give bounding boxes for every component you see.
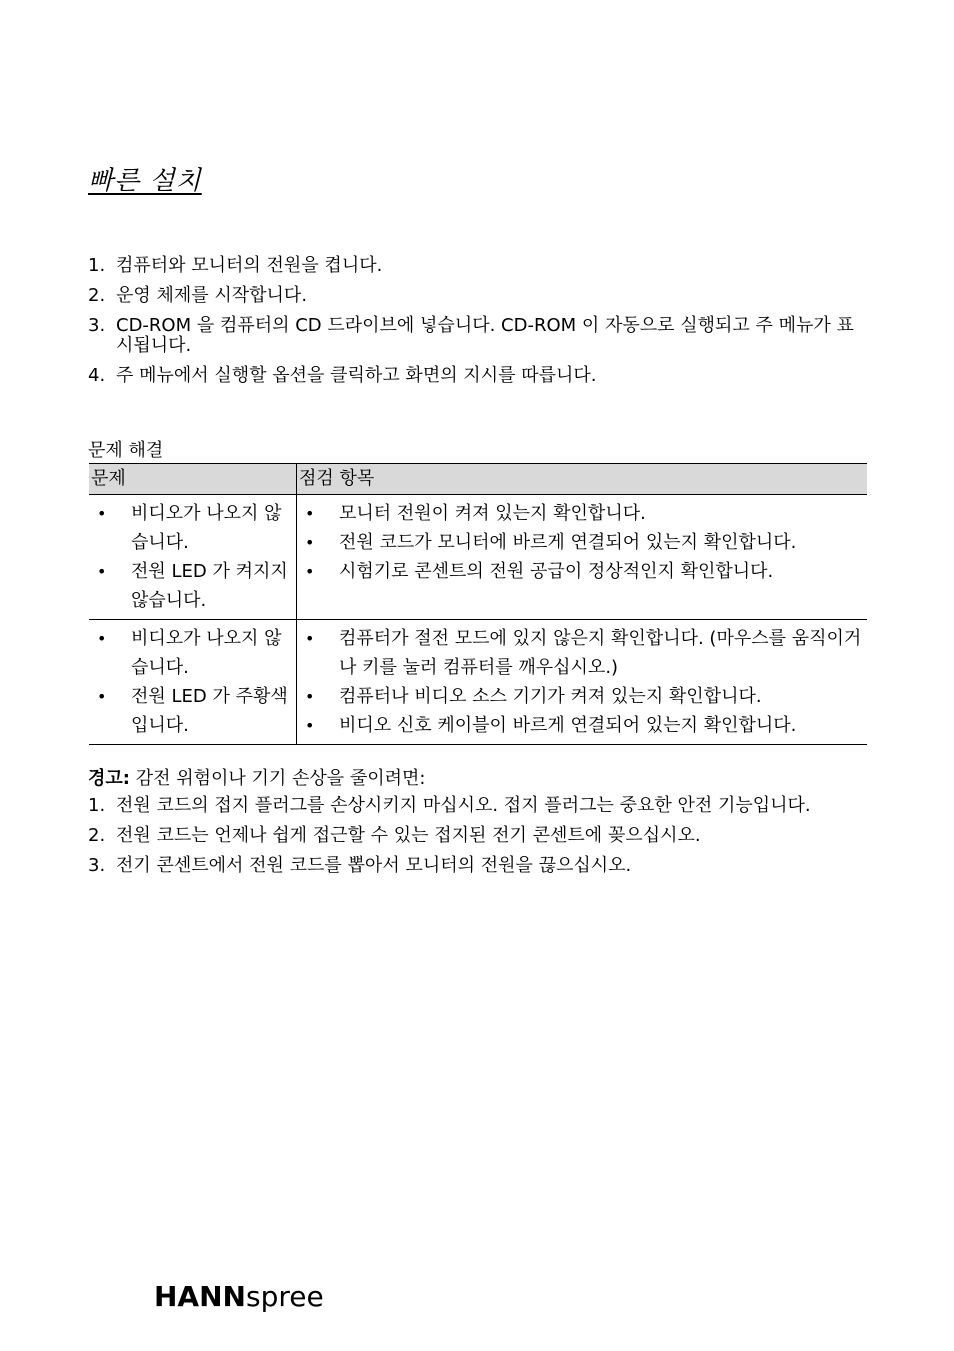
- warning-text: 전기 콘센트에서 전원 코드를 뽑아서 모니터의 전원을 끊으십시오.: [116, 855, 632, 876]
- column-header-problem: 문제: [89, 464, 297, 495]
- table-header-row: [89, 464, 867, 495]
- list-item: [88, 366, 868, 386]
- troubleshooting-heading: 문제 해결: [88, 440, 164, 461]
- list-item: [88, 826, 868, 846]
- list-item: • 비디오가 나오지 않습니다.: [89, 624, 296, 682]
- check-cell: [297, 495, 868, 620]
- list-item: • 비디오 신호 케이블이 바르게 연결되어 있는지 확인합니다.: [299, 711, 867, 740]
- hannspree-logo: [154, 1280, 324, 1313]
- table-row: [89, 495, 867, 620]
- step-text: 운영 체제를 시작합니다.: [116, 285, 308, 306]
- list-item: • 전원 LED 가 주황색입니다.: [89, 682, 296, 740]
- warning-text: 전원 코드는 언제나 쉽게 접근할 수 있는 접지된 전기 콘센트에 꽂으십시오.: [116, 825, 701, 846]
- problem-list: [89, 495, 296, 619]
- list-item: [88, 286, 868, 306]
- check-list: [299, 620, 867, 744]
- step-text: 주 메뉴에서 실행할 옵션을 클릭하고 화면의 지시를 따릅니다.: [116, 365, 597, 386]
- warning-text: 전원 코드의 접지 플러그를 손상시키지 마십시오. 접지 플러그는 중요한 안전 기능입니다.: [116, 795, 811, 816]
- step-number: 2.: [88, 285, 106, 306]
- warning-number: 3.: [88, 855, 106, 876]
- warning-label: 경고:: [88, 768, 130, 789]
- list-item: [88, 796, 868, 816]
- logo-bold-text: HANN: [154, 1280, 246, 1313]
- list-item: • 시험기로 콘센트의 전원 공급이 정상적인지 확인합니다.: [299, 557, 867, 586]
- warning-section: [88, 766, 868, 886]
- step-number: 4.: [88, 365, 106, 386]
- problem-cell: [89, 620, 297, 745]
- step-text: CD-ROM 을 컴퓨터의 CD 드라이브에 넣습니다. CD-ROM 이 자동으로 실행되고 주 메뉴가 표시됩니다.: [116, 315, 854, 356]
- list-item: [88, 856, 868, 876]
- list-item: • 모니터 전원이 켜져 있는지 확인합니다.: [299, 499, 867, 528]
- warning-intro: 감전 위험이나 기기 손상을 줄이려면:: [135, 768, 426, 789]
- step-number: 3.: [88, 315, 106, 336]
- list-item: [88, 316, 868, 356]
- column-header-check: 점검 항목: [297, 464, 868, 495]
- step-text: 컴퓨터와 모니터의 전원을 켭니다.: [116, 255, 383, 276]
- problem-list: [89, 620, 296, 744]
- troubleshooting-table: [89, 463, 867, 745]
- warning-number: 2.: [88, 825, 106, 846]
- problem-cell: [89, 495, 297, 620]
- list-item: [88, 256, 868, 276]
- list-item: • 전원 코드가 모니터에 바르게 연결되어 있는지 확인합니다.: [299, 528, 867, 557]
- list-item: • 컴퓨터나 비디오 소스 기기가 켜져 있는지 확인합니다.: [299, 682, 867, 711]
- list-item: • 비디오가 나오지 않습니다.: [89, 499, 296, 557]
- step-number: 1.: [88, 255, 106, 276]
- table-row: [89, 620, 867, 745]
- warning-number: 1.: [88, 795, 106, 816]
- list-item: • 컴퓨터가 절전 모드에 있지 않은지 확인합니다. (마우스를 움직이거나 키를 눌러 컴퓨터를 깨우십시오.): [299, 624, 867, 682]
- page-title: 빠른 설치: [88, 166, 202, 196]
- logo-light-text: spree: [245, 1280, 324, 1313]
- check-cell: [297, 620, 868, 745]
- check-list: [299, 495, 867, 590]
- list-item: • 전원 LED 가 켜지지 않습니다.: [89, 557, 296, 615]
- setup-steps: [88, 256, 868, 396]
- warning-heading: [88, 766, 868, 792]
